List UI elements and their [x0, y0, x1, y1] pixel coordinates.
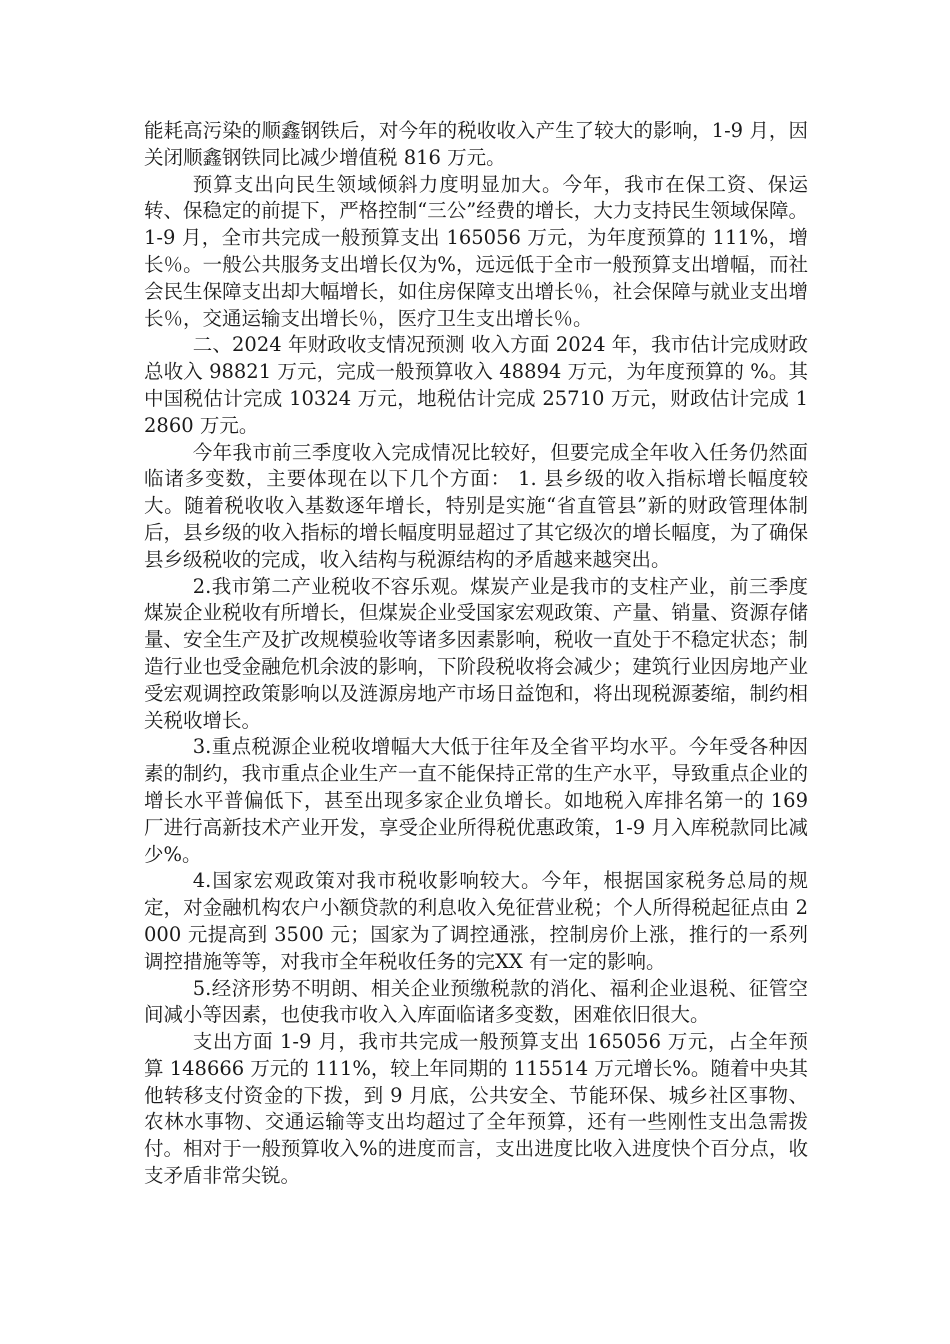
paragraph-key-enterprises: 3.重点税源企业税收增幅大大低于往年及全省平均水平。今年受各种因素的制约，我市重点企业生产一直不能保持正常的生产水平，导致重点企业的增长水平普偏低下，甚至出现多家企业负增长。如地税入库排名第一的 169 厂进行高新技术产业开发，享受企业所得税优惠政策，1-9 月入库税款同比减少%。 [144, 735, 808, 866]
document-body [144, 118, 808, 1190]
paragraph-revenue-forecast: 二、2024 年财政收支情况预测 收入方面 2024 年，我市估计完成财政总收入 98821 万元，完成一般预算收入 48894 万元，为年度预算的 %。其中国税估计完成 10324 万元，地税估计完成 25710 万元，财政估计完成 12860 万元。 [144, 333, 808, 437]
paragraph-revenue-factors: 今年我市前三季度收入完成情况比较好，但要完成全年收入任务仍然面临诸多变数，主要体现在以下几个方面： 1. 县乡级的收入指标增长幅度较大。随着税收收入基数逐年增长，特别是实施“省直管县”新的财政管理体制后，县乡级的收入指标的增长幅度明显超过了其它级次的增长幅度，为了确保县乡级税收的完成，收入结构与税源结构的矛盾越来越突出。 [144, 440, 808, 571]
paragraph-expenditure: 支出方面 1-9 月，我市共完成一般预算支出 165056 万元，占全年预算 148666 万元的 111%，较上年同期的 115514 万元增长%。随着中央其他转移支付资金的下拨，到 9 月底，公共安全、节能环保、城乡社区事物、农林水事物、交通运输等支出均超过了全年预算，还有一些刚性支出急需拨付。相对于一般预算收入%的进度而言，支出进度比收入进度快个百分点，收支矛盾非常尖锐。 [144, 1030, 808, 1188]
paragraph-budget-expenditure: 预算支出向民生领域倾斜力度明显加大。今年，我市在保工资、保运转、保稳定的前提下，严格控制“三公”经费的增长，大力支持民生领域保障。1-9 月，全市共完成一般预算支出 165056 万元，为年度预算的 111%，增长％。一般公共服务支出增长仅为%，远远低于全市一般预算支出增幅，而社会民生保障支出却大幅增长，如住房保障支出增长％，社会保障与就业支出增长％，交通运输支出增长％，医疗卫生支出增长％。 [144, 172, 808, 330]
paragraph-continuation: 能耗高污染的顺鑫钢铁后，对今年的税收收入产生了较大的影响，1-9 月，因关闭顺鑫钢铁同比减少增值税 816 万元。 [144, 119, 808, 169]
paragraph-economic-situation: 5.经济形势不明朗、相关企业预缴税款的消化、福利企业退税、征管空间减小等因素，也使我市收入入库面临诸多变数，困难依旧很大。 [144, 976, 808, 1027]
paragraph-macro-policy: 4.国家宏观政策对我市税收影响较大。今年，根据国家税务总局的规定，对金融机构农户小额贷款的利息收入免征营业税；个人所得税起征点由 2000 元提高到 3500 元；国家为了调控通涨，控制房价上涨，推行的一系列调控措施等等，对我市全年税收任务的完XX 有一定的影响。 [144, 869, 808, 973]
paragraph-secondary-industry: 2.我市第二产业税收不容乐观。煤炭产业是我市的支柱产业，前三季度煤炭企业税收有所增长，但煤炭企业受国家宏观政策、产量、销量、资源存储量、安全生产及扩改规模验收等诸多因素影响，税收一直处于不稳定状态；制造行业也受金融危机余波的影响，下阶段税收将会减少；建筑行业因房地产业受宏观调控政策影响以及涟源房地产市场日益饱和，将出现税源萎缩，制约相关税收增长。 [144, 574, 808, 732]
